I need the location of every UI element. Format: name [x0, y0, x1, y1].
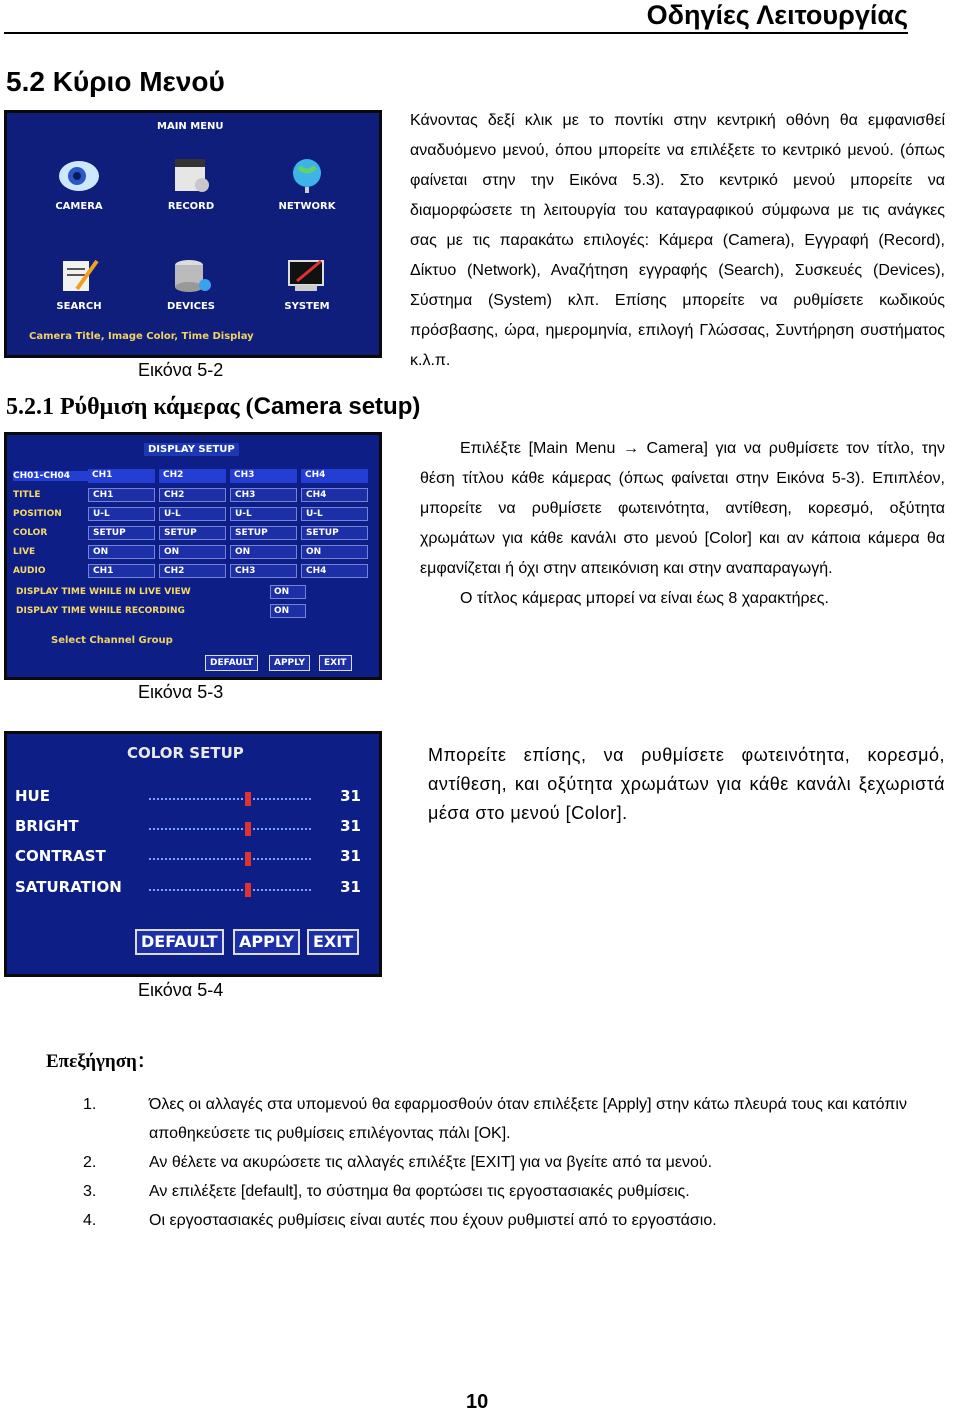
- live-view-time-value: ON: [270, 585, 306, 599]
- display-setup-header-row: CH01-CH04 CH1 CH2 CH3 CH4: [13, 466, 373, 485]
- record-icon: [169, 155, 213, 195]
- list-item: 1. Όλες οι αλλαγές στα υπομενού θα εφαρμοσθούν όταν επιλέξετε [Apply] στην κάτω πλευρά τους και κατόπιν αποθηκεύσετε τις ρυθμίσεις επιλέγοντας πάλι [OK].: [83, 1096, 907, 1142]
- contrast-slider-track: [149, 858, 311, 860]
- display-setup-row-position: POSITION U-L U-L U-L U-L: [13, 504, 373, 523]
- color-row-hue: HUE 31: [15, 787, 361, 805]
- menu-item-network: NETWORK: [257, 155, 357, 212]
- color-row-contrast: CONTRAST 31: [15, 847, 361, 865]
- menu-item-camera: CAMERA: [29, 155, 129, 212]
- color-apply-button: APPLY: [233, 929, 300, 955]
- bright-slider-track: [149, 828, 311, 830]
- bright-slider-knob: [245, 822, 251, 836]
- menu-item-record: RECORD: [141, 155, 241, 212]
- main-menu-title: MAIN MENU: [157, 121, 224, 132]
- display-setup-screenshot: [4, 432, 382, 680]
- saturation-slider-track: [149, 889, 311, 891]
- list-item: 3. Αν επιλέξετε [default], το σύστημα θα φορτώσει τις εργοστασιακές ρυθμίσεις.: [83, 1183, 690, 1200]
- search-icon: [57, 255, 101, 295]
- intro-paragraph: Κάνοντας δεξί κλικ με το ποντίκι στην κεντρική οθόνη θα εμφανισθεί αναδυόμενο μενού, όπου μπορείτε να επιλέξετε το κεντρικό μενού. (όπως φαίνεται στην την Εικόνα 5.3). Στο κεντρικό μενού μπορείτε να διαμορφώσετε τη λειτουργία του καταγραφικού σύμφωνα με τις ανάγκες σας με τις παρακάτω επιλογές: Κάμερα (Camera), Εγγραφή (Record), Δίκτυο (Network), Αναζήτηση εγγραφής (Search), Συσκευές (Devices), Σύστημα (System) κλπ. Επίσης μπορείτε να ρυθμίσετε κωδικούς πρόσβασης, ώρα, ημερομηνία, επιλογή Γλώσσας, Συντήρηση συστήματος κ.λ.π.: [410, 112, 945, 369]
- display-setup-row-audio: AUDIO CH1 CH2 CH3 CH4: [13, 561, 373, 580]
- main-menu-screenshot: [4, 110, 382, 358]
- menu-item-system: SYSTEM: [257, 255, 357, 312]
- saturation-slider-knob: [245, 883, 251, 897]
- devices-icon: [169, 255, 213, 295]
- header-divider: [4, 32, 908, 34]
- display-setup-row-title: TITLE CH1 CH2 CH3 CH4: [13, 485, 373, 504]
- color-setup-paragraph: Μπορείτε επίσης, να ρυθμίσετε φωτεινότητα, κορεσμό, αντίθεση, και οξύτητα χρωμάτων για κάθε κανάλι ξεχωριστά μέσα στο μενού [Color].: [428, 745, 945, 823]
- figure-caption-5-2: Εικόνα 5-2: [138, 360, 224, 380]
- color-setup-screenshot: [4, 731, 382, 977]
- default-button: DEFAULT: [205, 655, 258, 671]
- hue-slider-knob: [245, 792, 251, 806]
- live-view-time-label: DISPLAY TIME WHILE IN LIVE VIEW: [16, 587, 191, 597]
- section-title: 5.2 Κύριο Μενού: [6, 66, 225, 97]
- list-item: 4. Οι εργοστασιακές ρυθμίσεις είναι αυτές που έχουν ρυθμιστεί από το εργοστάσιο.: [83, 1212, 717, 1229]
- display-setup-title: DISPLAY SETUP: [144, 443, 239, 456]
- subsection-title: 5.2.1 Ρύθμιση κάμερας (Camera setup): [6, 393, 421, 420]
- system-icon: [285, 255, 329, 295]
- exit-button: EXIT: [319, 655, 352, 671]
- main-menu-status-text: Camera Title, Image Color, Time Display: [29, 331, 254, 342]
- contrast-slider-knob: [245, 852, 251, 866]
- figure-caption-5-4: Εικόνα 5-4: [138, 980, 224, 1000]
- color-row-bright: BRIGHT 31: [15, 817, 361, 835]
- recording-time-label: DISPLAY TIME WHILE RECORDING: [16, 606, 185, 616]
- explanation-heading: Επεξήγηση：: [46, 1051, 156, 1072]
- camera-icon: [57, 155, 101, 195]
- page-number: 10: [466, 1391, 489, 1413]
- color-exit-button: EXIT: [307, 929, 359, 955]
- hue-slider-track: [149, 798, 311, 800]
- display-setup-grid: [13, 466, 373, 580]
- apply-button: APPLY: [269, 655, 310, 671]
- color-default-button: DEFAULT: [135, 929, 224, 955]
- camera-setup-paragraph: Επιλέξτε [Main Menu → Camera] για να ρυθμίσετε τον τίτλο, την θέση τίτλου κάθε κάμερας (όπως φαίνεται στην Εικόνα 5-3). Επιπλέον, μπορείτε να ρυθμίσετε φωτεινότητα, αντίθεση, κορεσμό, οξύτητα χρωμάτων για κάθε κανάλι στο μενού [Color] και αν κάποια κάμερα θα εμφανίζεται ή όχι στην απεικόνιση και στην αναπαραγωγή. Ο τίτλος κάμερας μπορεί να είναι έως 8 χαρακτήρες.: [420, 440, 945, 607]
- recording-time-value: ON: [270, 604, 306, 618]
- list-item: 2. Αν θέλετε να ακυρώσετε τις αλλαγές επιλέξτε [EXIT] για να βγείτε από τα μενού.: [83, 1154, 713, 1171]
- figure-caption-5-3: Εικόνα 5-3: [138, 682, 224, 702]
- display-setup-row-color: COLOR SETUP SETUP SETUP SETUP: [13, 523, 373, 542]
- menu-item-devices: DEVICES: [141, 255, 241, 312]
- display-setup-row-live: LIVE ON ON ON ON: [13, 542, 373, 561]
- select-channel-group-text: Select Channel Group: [51, 635, 173, 646]
- document-header-title: Οδηγίες Λειτουργίας: [646, 0, 908, 30]
- globe-icon: [285, 155, 329, 195]
- color-row-saturation: SATURATION 31: [15, 878, 361, 896]
- menu-item-search: SEARCH: [29, 255, 129, 312]
- notes-list: [83, 1090, 958, 1235]
- color-setup-title: COLOR SETUP: [127, 744, 244, 762]
